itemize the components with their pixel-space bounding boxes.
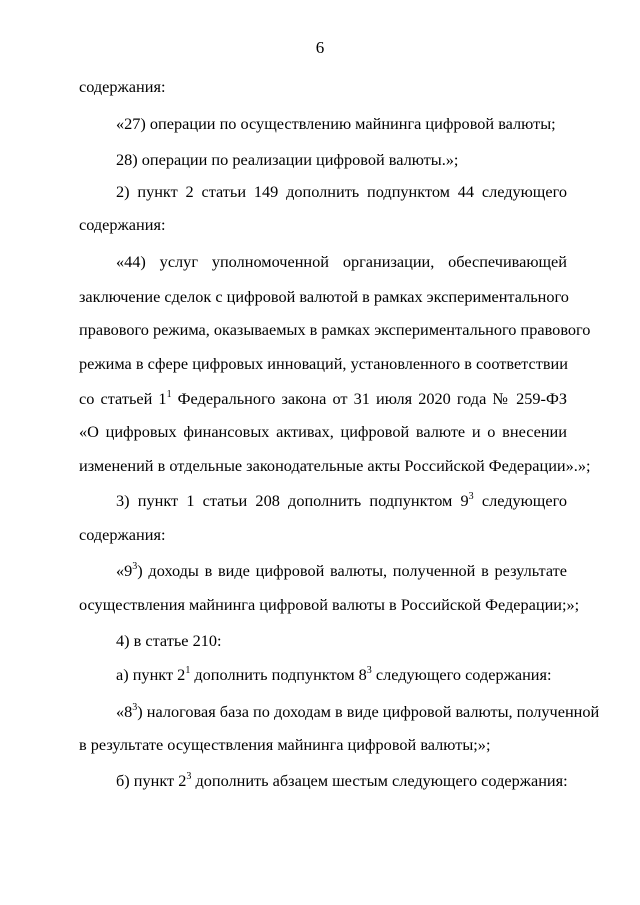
text-line: «27) операции по осуществлению майнинга цифровой валюты;: [116, 114, 556, 133]
line-text: со статьей 1: [79, 389, 167, 408]
line-text: «9: [116, 561, 133, 580]
line-text: а) пункт 2: [116, 665, 186, 684]
text-line: содержания:: [79, 77, 166, 96]
superscript: 3: [132, 561, 138, 572]
superscript: 3: [366, 665, 372, 676]
text-line: «44) услуг уполномоченной организации, обеспечивающей: [116, 252, 567, 271]
text-line: заключение сделок с цифровой валютой в рамках экспериментального: [79, 287, 569, 306]
line-text: б) пункт 2: [116, 771, 187, 790]
text-line: содержания:: [79, 525, 166, 544]
line-text: ) налоговая база по доходам в виде цифровой валюты, полученной: [137, 702, 600, 721]
text-line: осуществления майнинга цифровой валюты в Российской Федерации;»;: [79, 595, 580, 614]
line-text: Федерального закона от 31 июля 2020 года № 259-ФЗ: [171, 389, 567, 408]
page-number: 6: [315, 38, 325, 57]
superscript: 3: [186, 771, 192, 782]
line-text: 3) пункт 1 статьи 208 дополнить подпунктом 9: [116, 491, 469, 510]
text-line: режима в сфере цифровых инноваций, установленного в соответствии: [79, 354, 568, 373]
text-line: 4) в статье 210:: [116, 631, 222, 650]
text-line: «О цифровых финансовых активах, цифровой валюте и о внесении: [79, 422, 567, 441]
text-line: [116, 491, 567, 511]
text-line: [116, 702, 600, 722]
text-line: содержания:: [79, 215, 166, 234]
line-text: следующего: [473, 491, 567, 510]
superscript: 3: [468, 491, 474, 502]
superscript: 3: [132, 702, 138, 713]
text-line: правового режима, оказываемых в рамках экспериментального правового: [79, 320, 591, 339]
text-line: 28) операции по реализации цифровой валюты.»;: [116, 150, 459, 169]
text-line: [116, 771, 567, 791]
text-line: [79, 389, 567, 409]
line-text: следующего содержания:: [371, 665, 552, 684]
line-text: «8: [116, 702, 133, 721]
line-text: ) доходы в виде цифровой валюты, полученной в результате: [137, 561, 567, 580]
text-line: [116, 665, 567, 685]
text-line: в результате осуществления майнинга цифровой валюты;»;: [79, 735, 491, 754]
superscript: 1: [185, 665, 191, 676]
superscript: 1: [166, 389, 172, 400]
text-line: изменений в отдельные законодательные акты Российской Федерации».»;: [79, 456, 591, 475]
line-text: дополнить подпунктом 8: [190, 665, 367, 684]
text-line: 2) пункт 2 статьи 149 дополнить подпунктом 44 следующего: [116, 182, 567, 201]
text-line: [116, 561, 567, 581]
line-text: дополнить абзацем шестым следующего содержания:: [191, 771, 568, 790]
